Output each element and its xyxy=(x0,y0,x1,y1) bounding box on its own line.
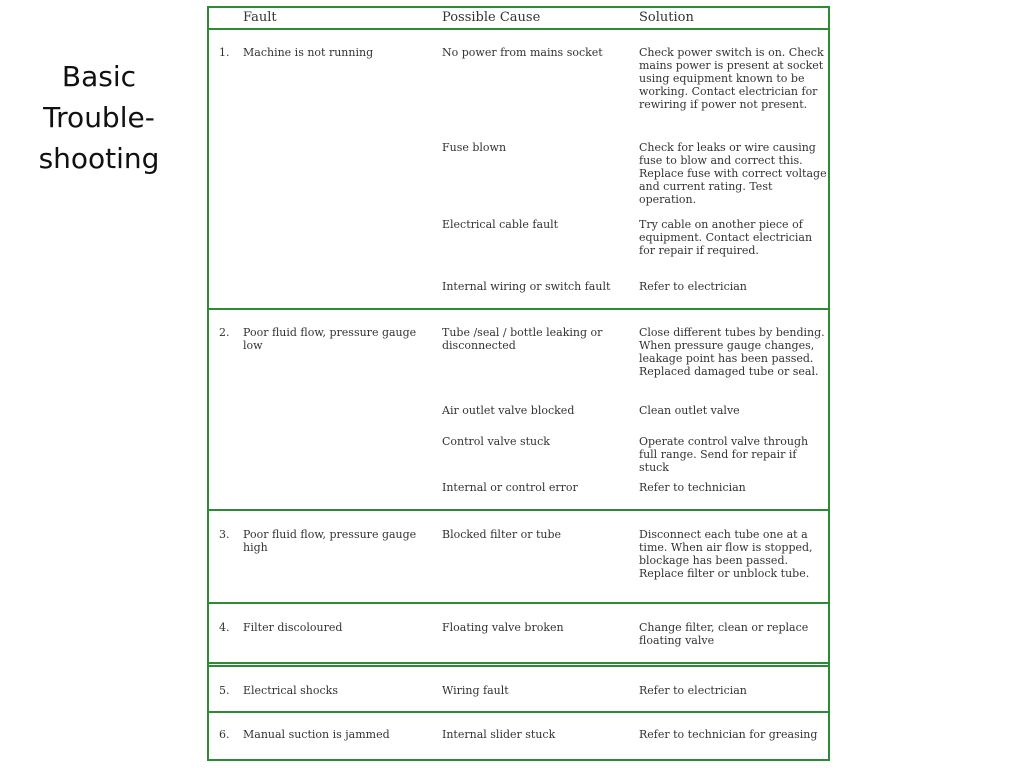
row-number: 1. xyxy=(219,46,230,59)
cause-text: Internal or control error xyxy=(442,481,578,494)
table-header xyxy=(209,8,828,30)
fault-text: Machine is not running xyxy=(243,46,374,59)
cause-text: Internal slider stuck xyxy=(442,728,556,741)
fault-text: Poor fluid flow, pressure gauge high xyxy=(243,528,417,554)
solution-text: Refer to electrician xyxy=(639,684,747,697)
row-divider xyxy=(209,509,828,511)
solution-text: Close different tubes by bending. When pressure gauge changes, leakage point has been passed. Replaced damaged tube or seal. xyxy=(639,326,825,378)
header-solution: Solution xyxy=(639,10,694,25)
row-divider xyxy=(209,308,828,310)
solution-text: Operate control valve through full range. Send for repair if stuck xyxy=(639,435,809,474)
cause-text: Control valve stuck xyxy=(442,435,550,448)
cause-text: Internal wiring or switch fault xyxy=(442,280,611,293)
cause-text: Floating valve broken xyxy=(442,621,564,634)
solution-text: Check power switch is on. Check mains power is present at socket using equipment known to be working. Contact electrician for rewiring if power not present. xyxy=(639,46,824,111)
solution-text: Try cable on another piece of equipment. Contact electrician for repair if required. xyxy=(639,218,813,257)
solution-text: Disconnect each tube one at a time. When air flow is stopped, blockage has been passed. Replace filter or unblock tube. xyxy=(639,528,813,580)
fault-text: Manual suction is jammed xyxy=(243,728,390,741)
solution-text: Refer to electrician xyxy=(639,280,747,293)
cause-text: Wiring fault xyxy=(442,684,509,697)
row-divider xyxy=(209,662,828,664)
troubleshooting-table xyxy=(207,6,830,761)
row-divider xyxy=(209,711,828,713)
row-number: 4. xyxy=(219,621,230,634)
slide-title-line: Trouble- xyxy=(43,101,155,134)
slide-title-line: Basic xyxy=(61,60,137,93)
solution-text: Refer to technician xyxy=(639,481,746,494)
solution-text: Clean outlet valve xyxy=(639,404,740,417)
solution-text: Change filter, clean or replace floating valve xyxy=(639,621,809,647)
row-number: 3. xyxy=(219,528,230,541)
fault-text: Electrical shocks xyxy=(243,684,338,697)
cause-text: Blocked filter or tube xyxy=(442,528,562,541)
fault-text: Poor fluid flow, pressure gauge low xyxy=(243,326,417,352)
row-divider xyxy=(209,602,828,604)
row-number: 2. xyxy=(219,326,230,339)
cause-text: Fuse blown xyxy=(442,141,507,154)
header-cause: Possible Cause xyxy=(442,10,541,25)
fault-text: Filter discoloured xyxy=(243,621,343,634)
cause-text: Tube /seal / bottle leaking or disconnected xyxy=(442,326,603,352)
row-number: 5. xyxy=(219,684,230,697)
slide-title-line: shooting xyxy=(38,142,160,175)
header-fault: Fault xyxy=(243,10,277,25)
slide-title xyxy=(18,56,180,179)
solution-text: Refer to technician for greasing xyxy=(639,728,818,741)
row-number: 6. xyxy=(219,728,230,741)
cause-text: Air outlet valve blocked xyxy=(442,404,575,417)
cause-text: No power from mains socket xyxy=(442,46,603,59)
cause-text: Electrical cable fault xyxy=(442,218,559,231)
solution-text: Check for leaks or wire causing fuse to blow and correct this. Replace fuse with correct voltage and current rating. Test operation. xyxy=(639,141,827,206)
